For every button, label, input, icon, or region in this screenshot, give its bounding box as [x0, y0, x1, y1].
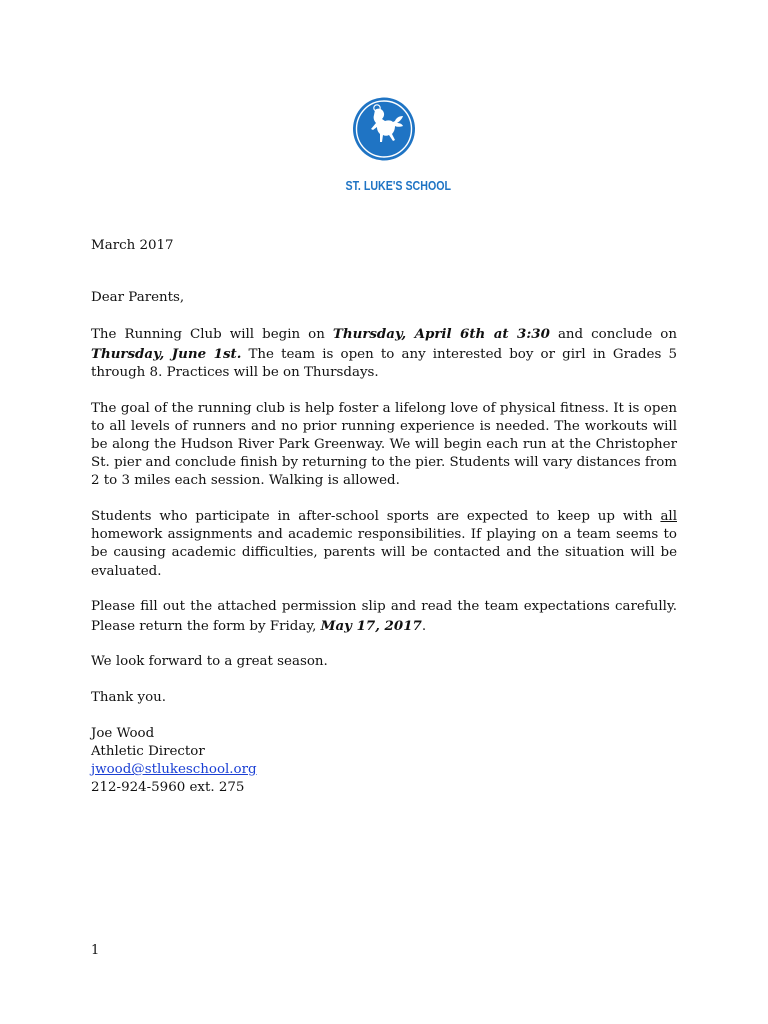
- text: The team is open to any interested boy or girl in Grades 5 through 8. Practices will be on Thursdays.: [91, 346, 677, 380]
- school-logo: [337, 96, 452, 200]
- email-link[interactable]: jwood@stlukeschool.org: [91, 762, 257, 778]
- signature-title: Athletic Director: [91, 743, 205, 759]
- letter-body: [91, 237, 677, 797]
- text: homework assignments and academic responsibilities. If playing on a team seems to be causing academic difficulties, parents will be contacted and the situation will be evaluated.: [91, 527, 677, 579]
- due-date: May 17, 2017: [320, 617, 422, 634]
- end-date: Thursday, June 1st.: [91, 345, 242, 362]
- signature-name: Joe Wood: [91, 725, 155, 741]
- school-name: ST. LUKE'S SCHOOL: [345, 178, 452, 193]
- emphasis-all: all: [660, 509, 677, 525]
- paragraph-academics: [91, 508, 677, 581]
- page-number: 1: [91, 943, 100, 958]
- text: and conclude on: [549, 327, 677, 343]
- text: Please fill out the attached permission slip and read the team expectations carefully. Please return the form by Friday,: [91, 599, 677, 634]
- pegasus-icon: [351, 96, 417, 162]
- paragraph-schedule: [91, 325, 677, 382]
- greeting: Dear Parents,: [91, 290, 185, 306]
- text: The Running Club will begin on: [91, 327, 333, 343]
- paragraph-goal: The goal of the running club is help foster a lifelong love of physical fitness. It is open to all levels of runners and no prior running experience is needed. The workouts will be along the Hudson River Park Greenway. We will begin each run at the Christopher St. pier and conclude finish by returning to the pier. Students will vary distances from 2 to 3 miles each session. Walking is allowed.: [91, 400, 677, 489]
- text: .: [421, 618, 427, 634]
- start-date: Thursday, April 6th at 3:30: [332, 326, 550, 343]
- paragraph-season: We look forward to a great season.: [91, 654, 328, 670]
- closing: Thank you.: [91, 689, 167, 705]
- paragraph-permission: [91, 598, 677, 635]
- signature-phone: 212-924-5960 ext. 275: [91, 780, 245, 796]
- text: Students who participate in after-school sports are expected to keep up with: [91, 509, 661, 525]
- letter-date: March 2017: [91, 238, 174, 253]
